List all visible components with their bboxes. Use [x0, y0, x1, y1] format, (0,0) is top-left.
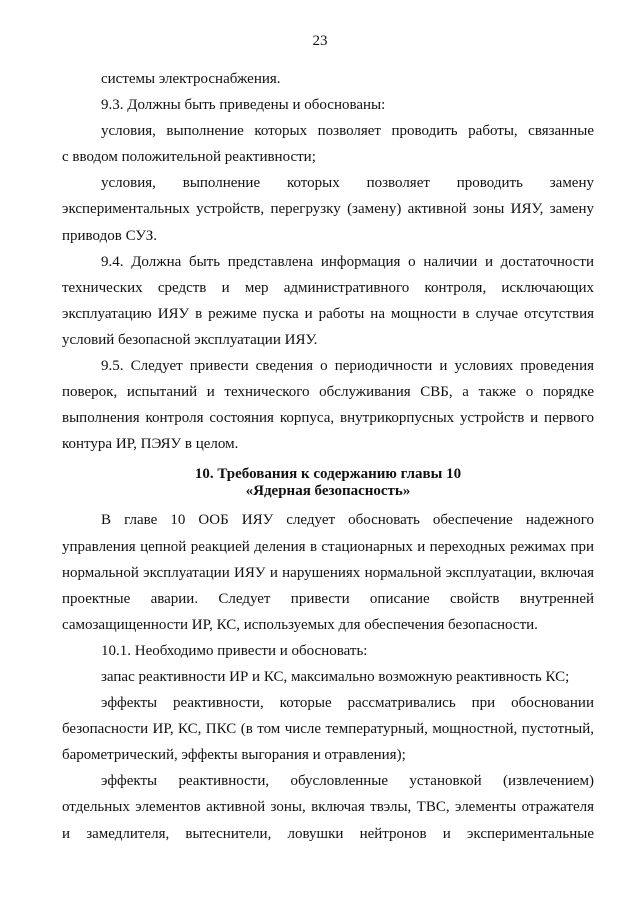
clause-10-1: 10.1. Необходимо привести и обосновать:: [101, 642, 368, 659]
text-line: технических средств и мер административного контроля, исключающих: [62, 279, 594, 296]
clause-9-5: 9.5. Следует привести сведения о периодичности и условиях проведения: [101, 358, 594, 375]
text-line: с вводом положительной реактивности;: [62, 149, 316, 166]
text-line: приводов СУЗ.: [62, 227, 158, 244]
body-text: [62, 66, 594, 847]
text-line: контура ИР, ПЭЯУ в целом.: [62, 436, 239, 453]
text-line: запас реактивности ИР и КС, максимально возможную реактивность КС;: [101, 668, 570, 685]
text-line: условия, выполнение которых позволяет проводить работы, связанные: [101, 123, 594, 140]
text-line: управления цепной реакцией деления в стационарных и переходных режимах при: [62, 538, 594, 555]
text-line: нормальной эксплуатации ИЯУ и нарушениях нормальной эксплуатации, включая: [62, 564, 594, 581]
clause-9-4: 9.4. Должна быть представлена информация о наличии и достаточности: [101, 253, 594, 270]
text-line: отдельных элементов активной зоны, включая твэлы, ТВС, элементы отражателя: [62, 799, 594, 816]
text-line: выполнения контроля состояния корпуса, внутрикорпусных устройств и первого: [62, 410, 594, 427]
text-line: экспериментальных устройств, перегрузку (замену) активной зоны ИЯУ, замену: [62, 201, 594, 218]
page-number: 23: [312, 33, 328, 49]
text-line: проектные аварии. Следует привести описание свойств внутренней: [62, 590, 594, 607]
text-line: системы электроснабжения.: [101, 71, 281, 87]
text-line: безопасности ИР, КС, ПКС (в том числе температурный, мощностной, пустотный,: [62, 721, 594, 738]
text-line: эффекты реактивности, которые рассматривались при обосновании: [101, 695, 594, 712]
text-line: условия, выполнение которых позволяет проводить замену: [101, 175, 594, 192]
text-line: барометрический, эффекты выгорания и отравления);: [62, 747, 406, 764]
text-line: самозащищенности ИР, КС, используемых для обеспечения безопасности.: [62, 616, 538, 633]
text-line: условий безопасной эксплуатации ИЯУ.: [62, 331, 318, 348]
clause-9-3: 9.3. Должны быть приведены и обоснованы:: [101, 97, 386, 114]
section-subheading: «Ядерная безопасность»: [245, 483, 411, 500]
text-line: эффекты реактивности, обусловленные установкой (извлечением): [101, 773, 594, 790]
section-heading: 10. Требования к содержанию главы 10: [194, 466, 462, 483]
text-line: поверок, испытаний и технического обслуживания СВБ, а также о порядке: [62, 384, 594, 401]
text-line: и замедлителя, вытеснители, ловушки нейтронов и экспериментальные: [62, 825, 594, 842]
text-line: В главе 10 ООБ ИЯУ следует обосновать обеспечение надежного: [101, 512, 594, 529]
text-line: эксплуатацию ИЯУ в режиме пуска и работы на мощности в случае отсутствия: [62, 305, 594, 322]
